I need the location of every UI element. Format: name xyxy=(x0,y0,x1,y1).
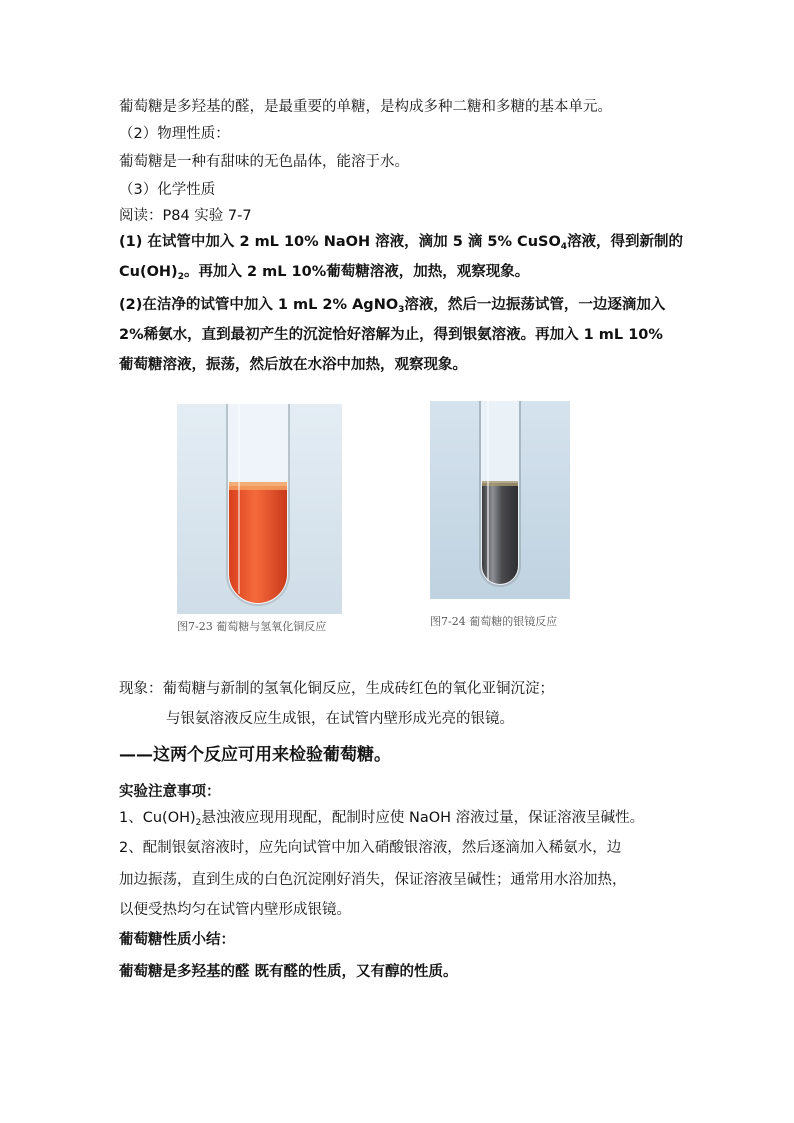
physical-props-text: 葡萄糖是一种有甜味的无色晶体，能溶于水。 xyxy=(119,154,409,170)
experiment-1-text-c: 。再加入 2 mL 10%葡萄糖溶液，加热，观察现象。 xyxy=(183,264,530,280)
test-tube-red-image xyxy=(177,404,342,614)
conclusion-heading: ——这两个反应可用来检验葡萄糖。 xyxy=(119,745,391,765)
chemical-props-heading: （3）化学性质 xyxy=(119,182,216,198)
note-1-text-b: 悬浊液应现用现配，配制时应使 NaOH 溶液过量，保证溶液呈碱性。 xyxy=(201,810,645,826)
figure-silver-mirror-reaction xyxy=(430,401,570,599)
intro-text: 葡萄糖是多羟基的醛，是最重要的单糖，是构成多种二糖和多糖的基本单元。 xyxy=(119,99,612,115)
notes-heading: 实验注意事项： xyxy=(119,784,221,800)
note-1 xyxy=(119,808,644,833)
note-2-line-2: 加边振荡，直到生成的白色沉淀刚好消失，保证溶液呈碱性；通常用水浴加热， xyxy=(119,872,627,888)
figure-copper-hydroxide-reaction xyxy=(177,404,342,614)
subscript: 3 xyxy=(398,305,405,315)
subscript: 4 xyxy=(560,242,568,252)
observation-text-2: 与银氨溶液反应生成银，在试管内壁形成光亮的银镜。 xyxy=(166,711,514,727)
experiment-1-line-1 xyxy=(119,232,683,257)
experiment-2-line-3: 葡萄糖溶液，振荡，然后放在水浴中加热，观察现象。 xyxy=(119,357,467,373)
summary-heading: 葡萄糖性质小结： xyxy=(119,932,235,948)
subscript: 2 xyxy=(195,818,202,828)
experiment-2-line-1 xyxy=(119,295,665,320)
experiment-2-text-a: (2)在洁净的试管中加入 1 mL 2% AgNO xyxy=(119,297,399,313)
figure-2-caption: 图7-24 葡萄糖的银镜反应 xyxy=(430,615,558,628)
experiment-1-text-a: (1) 在试管中加入 2 mL 10% NaOH 溶液，滴加 5 滴 5% CuSO xyxy=(119,234,561,250)
note-1-text-a: 1、Cu(OH) xyxy=(119,810,196,826)
formula-cuoh2: Cu(OH) xyxy=(119,264,178,280)
experiment-2-line-2: 2%稀氨水，直到最初产生的沉淀恰好溶解为止，得到银氨溶液。再加入 1 mL 10% xyxy=(119,327,663,343)
reading-reference: 阅读：P84 实验 7-7 xyxy=(119,208,252,224)
test-tube-silver-image xyxy=(430,401,570,599)
note-2-line-1: 2、配制银氨溶液时，应先向试管中加入硝酸银溶液，然后逐滴加入稀氨水，边 xyxy=(119,840,622,856)
experiment-1-text-b: 溶液，得到新制的 xyxy=(567,234,684,250)
physical-props-heading: （2）物理性质： xyxy=(119,126,230,142)
experiment-2-text-b: 溶液，然后一边振荡试管，一边逐滴加入 xyxy=(404,297,666,313)
subscript: 2 xyxy=(177,272,184,282)
figure-1-caption: 图7-23 葡萄糖与氢氧化铜反应 xyxy=(177,620,327,633)
experiment-1-line-2 xyxy=(119,262,529,287)
note-2-line-3: 以便受热均匀在试管内壁形成银镜。 xyxy=(119,902,351,918)
summary-text: 葡萄糖是多羟基的醛 既有醛的性质，又有醇的性质。 xyxy=(119,964,458,980)
observation-text-1: 现象：葡萄糖与新制的氢氧化铜反应，生成砖红色的氧化亚铜沉淀； xyxy=(119,681,554,697)
